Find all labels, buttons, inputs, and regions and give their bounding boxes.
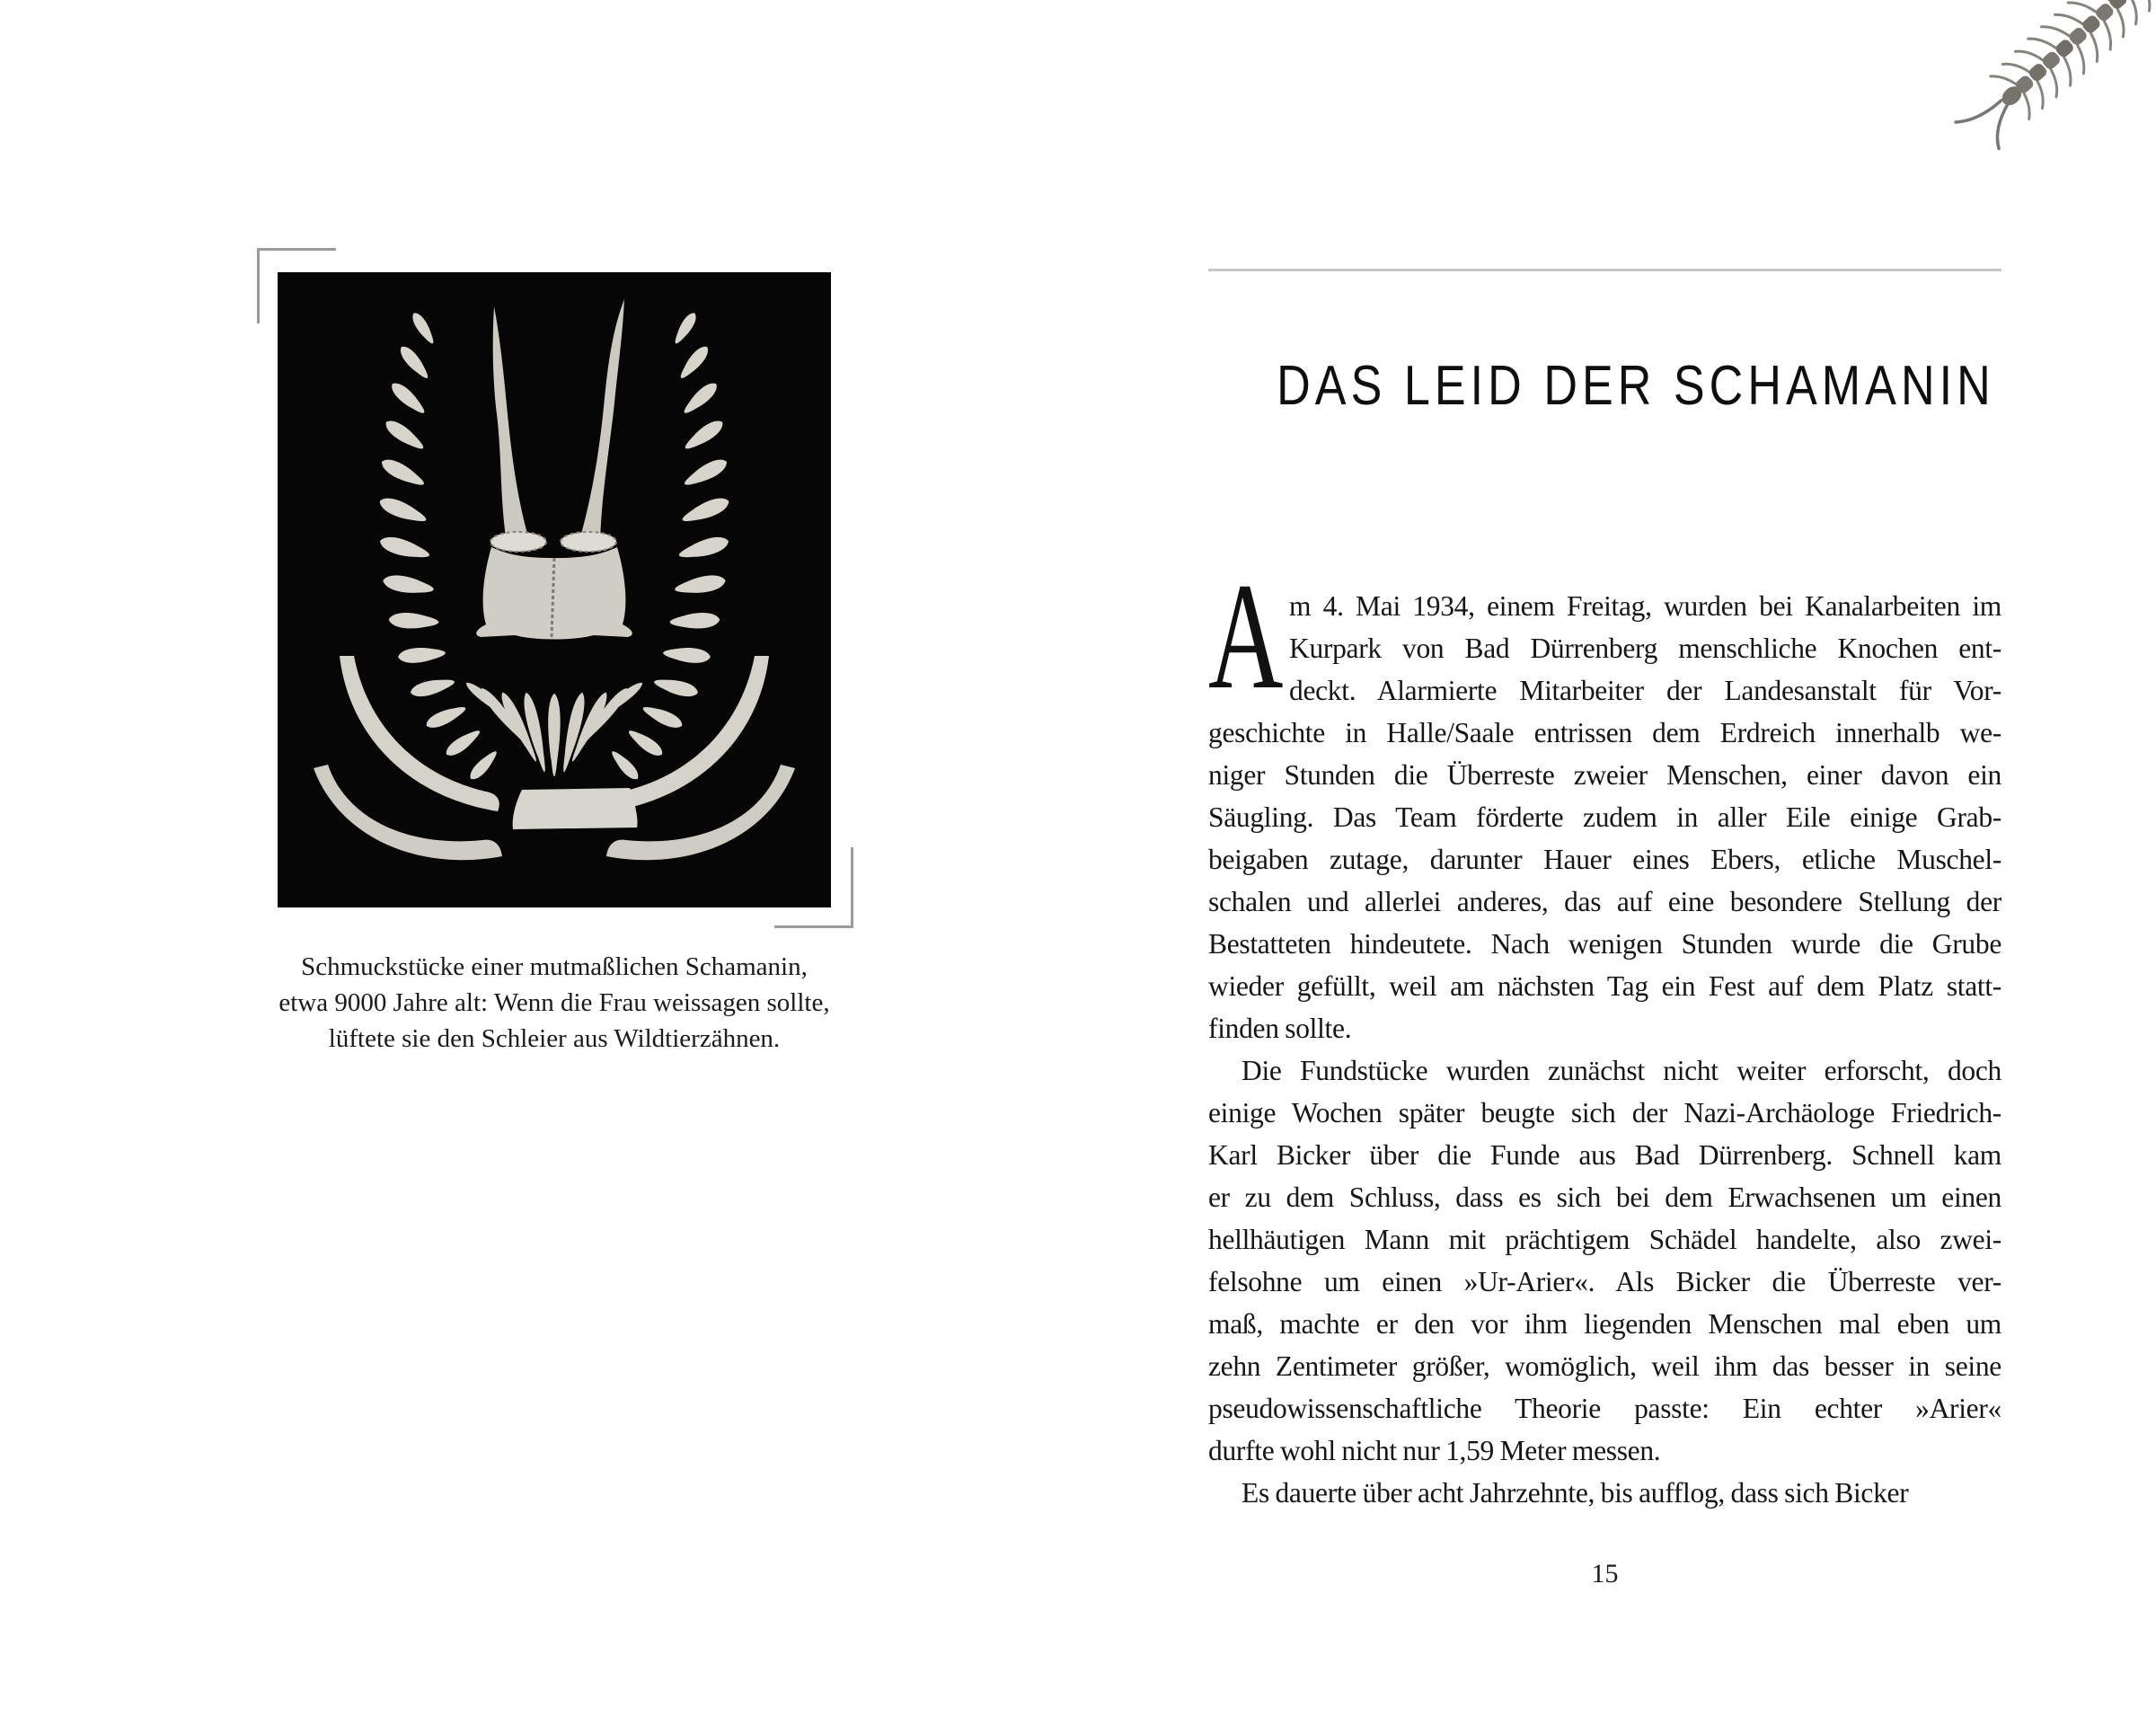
- centipede-body: [1999, 0, 2156, 109]
- text-line: beigaben zutage, darunter Hauer eines Ebers, etliche Muschel-: [1208, 844, 2001, 875]
- text-line: finden sollte.: [1208, 1013, 1352, 1044]
- chapter-title-text: DAS LEID DER SCHAMANIN: [1277, 355, 1995, 417]
- text-line: geschichte in Halle/Saale entrissen dem Erdreich innerhalb we-: [1208, 717, 2001, 748]
- text-line: zehn Zentimeter größer, womöglich, weil ihm das besser in seine: [1208, 1350, 2001, 1382]
- text-line: Es dauerte über acht Jahrzehnte, bis aufflog, dass sich Bicker: [1241, 1477, 1909, 1509]
- chapter-title: [1208, 354, 2001, 418]
- caption-line: etwa 9000 Jahre alt: Wenn die Frau weissagen sollte,: [278, 988, 830, 1017]
- text-line: Kurpark von Bad Dürrenberg menschliche Knochen ent-: [1289, 633, 2001, 664]
- paragraph: [1208, 1049, 2001, 1472]
- text-line: pseudowissenschaftliche Theorie passte: Ein echter »Arier«: [1208, 1393, 2001, 1424]
- caption-line: Schmuckstücke einer mutmaßlichen Schamanin,: [301, 952, 808, 981]
- bone-plate: [513, 788, 638, 829]
- text-line: schalen und allerlei anderes, das auf eine besondere Stellung der: [1208, 886, 2001, 917]
- page-number: 15: [1591, 1559, 1619, 1589]
- text-line: Die Fundstücke wurden zunächst nicht weiter erforscht, doch: [1241, 1055, 2001, 1086]
- text-line: deckt. Alarmierte Mitarbeiter der Landesanstalt für Vor-: [1289, 675, 2001, 706]
- paragraph: [1208, 1472, 2001, 1514]
- drop-cap: A: [1208, 552, 1284, 721]
- text-line: m 4. Mai 1934, einem Freitag, wurden bei Kanalarbeiten im: [1289, 590, 2001, 622]
- chapter-rule: [1208, 269, 2001, 271]
- bone-jewelry-photo: [278, 272, 831, 907]
- figure-photo: [278, 272, 831, 907]
- paragraph: [1208, 552, 2001, 1049]
- text-line: Säugling. Das Team förderte zudem in aller Eile einige Grab-: [1208, 801, 2001, 833]
- caption-line: lüftete sie den Schleier aus Wildtierzähnen.: [328, 1024, 781, 1053]
- text-line: Bestatteten hindeutete. Nach wenigen Stunden wurde die Grube: [1208, 928, 2001, 960]
- centipede-icon: [1940, 0, 2156, 171]
- text-line: felsohne um einen »Ur-Arier«. Als Bicker die Überreste ver-: [1208, 1266, 2001, 1297]
- skull-cap: [476, 547, 632, 640]
- text-line: maß, machte er den vor ihm liegenden Menschen mal eben um: [1208, 1308, 2001, 1340]
- text-line: einige Wochen später beugte sich der Nazi-Archäologe Friedrich-: [1208, 1097, 2001, 1128]
- text-line: hellhäutigen Mann mit prächtigem Schädel handelte, also zwei-: [1208, 1224, 2001, 1255]
- text-line: niger Stunden die Überreste zweier Menschen, einer davon ein: [1208, 759, 2001, 791]
- text-line: Karl Bicker über die Funde aus Bad Dürrenberg. Schnell kam: [1208, 1139, 2001, 1171]
- text-line: durfte wohl nicht nur 1,59 Meter messen.: [1208, 1435, 1661, 1466]
- figure-caption: [267, 949, 842, 1057]
- text-line: er zu dem Schluss, dass es sich bei dem Erwachsenen um einen: [1208, 1182, 2001, 1213]
- text-line: wieder gefüllt, weil am nächsten Tag ein Fest auf dem Platz statt-: [1208, 970, 2001, 1002]
- body-text: [1208, 552, 2001, 1514]
